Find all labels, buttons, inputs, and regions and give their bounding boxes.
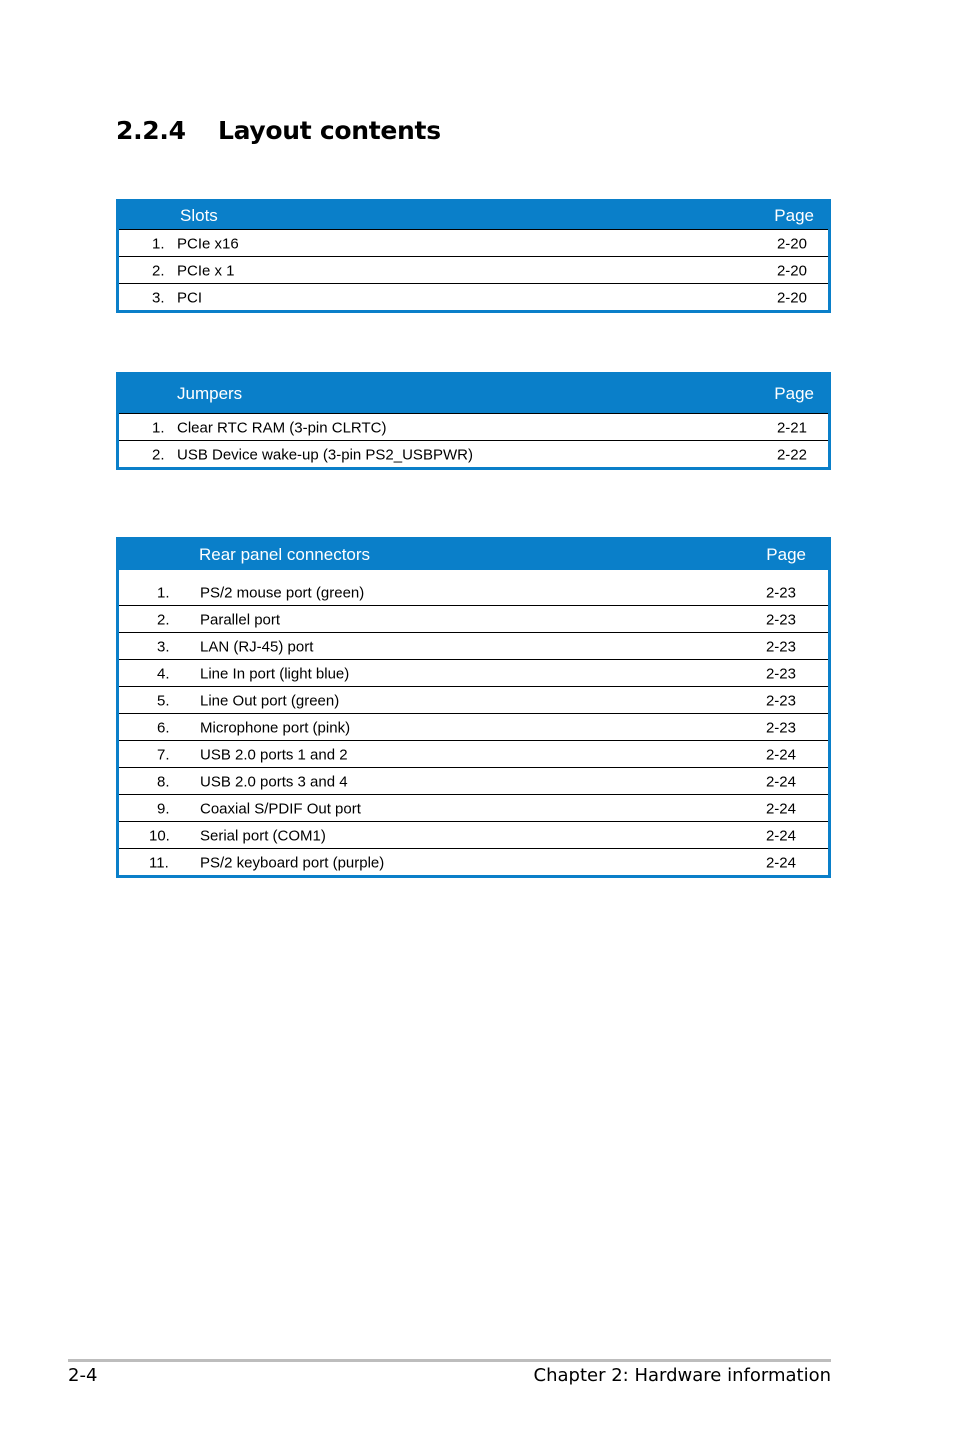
table-row (119, 740, 828, 767)
table-row (119, 229, 828, 256)
row-page: 2-24 (765, 827, 796, 845)
table-header (119, 375, 828, 413)
table-row (119, 579, 828, 605)
row-number: 8. (157, 773, 170, 791)
row-number: 3. (152, 289, 165, 307)
table-header-title: Rear panel connectors (199, 545, 371, 564)
row-page: 2-24 (765, 800, 796, 818)
row-page: 2-23 (765, 584, 796, 602)
row-text: PS/2 mouse port (green) (200, 584, 365, 602)
row-page: 2-23 (765, 638, 796, 656)
row-text: PS/2 keyboard port (purple) (200, 854, 385, 872)
table-header-title: Jumpers (177, 384, 243, 403)
footer-divider (68, 1359, 831, 1362)
table-row (119, 848, 828, 875)
table-row (119, 767, 828, 794)
section-title: Layout contents (218, 116, 441, 145)
table-row (119, 794, 828, 821)
row-page: 2-24 (765, 854, 796, 872)
row-page: 2-23 (765, 611, 796, 629)
table-row (119, 686, 828, 713)
row-number: 4. (157, 665, 170, 683)
row-number: 5. (157, 692, 170, 710)
row-page: 2-20 (776, 289, 807, 307)
row-page: 2-23 (765, 692, 796, 710)
row-number: 3. (157, 638, 170, 656)
row-page: 2-22 (776, 446, 807, 464)
row-number: 2. (157, 611, 170, 629)
rear-panel-table (116, 537, 831, 878)
row-page: 2-20 (776, 262, 807, 280)
row-page: 2-21 (776, 419, 807, 437)
row-text: PCIe x 1 (177, 262, 235, 280)
row-text: USB 2.0 ports 3 and 4 (200, 773, 348, 791)
row-text: LAN (RJ-45) port (200, 638, 314, 656)
row-text: Line In port (light blue) (200, 665, 350, 683)
row-number: 10. (149, 827, 170, 845)
table-header (119, 540, 828, 570)
row-number: 7. (157, 746, 170, 764)
table-header-title: Slots (180, 205, 218, 225)
row-text: USB Device wake-up (3-pin PS2_USBPWR) (177, 446, 473, 464)
row-page: 2-23 (765, 665, 796, 683)
table-row (119, 605, 828, 632)
slots-table (116, 199, 831, 313)
row-number: 2. (152, 446, 165, 464)
header-gap (119, 570, 828, 579)
row-text: Serial port (COM1) (200, 827, 326, 845)
row-number: 1. (157, 584, 170, 602)
row-page: 2-24 (765, 773, 796, 791)
section-heading (116, 116, 441, 145)
section-number: 2.2.4 (116, 116, 186, 145)
table-row (119, 713, 828, 740)
footer-chapter-title: Chapter 2: Hardware information (533, 1365, 831, 1386)
table-header-page: Page (774, 205, 814, 225)
row-page: 2-24 (765, 746, 796, 764)
jumpers-table (116, 372, 831, 470)
row-text: Parallel port (200, 611, 281, 629)
table-header-page: Page (774, 384, 814, 403)
table-row (119, 440, 828, 467)
row-text: USB 2.0 ports 1 and 2 (200, 746, 348, 764)
row-number: 1. (152, 235, 165, 253)
row-number: 9. (157, 800, 170, 818)
row-text: PCI (177, 289, 203, 307)
row-number: 2. (152, 262, 165, 280)
table-header-page: Page (766, 545, 806, 564)
row-number: 11. (149, 854, 169, 872)
table-row (119, 256, 828, 283)
row-text: PCIe x16 (177, 235, 239, 253)
row-number: 6. (157, 719, 170, 737)
row-page: 2-23 (765, 719, 796, 737)
table-row (119, 413, 828, 440)
row-number: 1. (152, 419, 165, 437)
row-text: Line Out port (green) (200, 692, 340, 710)
row-text: Clear RTC RAM (3-pin CLRTC) (177, 419, 387, 437)
row-text: Microphone port (pink) (200, 719, 351, 737)
footer-page-number: 2-4 (68, 1365, 98, 1386)
row-text: Coaxial S/PDIF Out port (200, 800, 361, 818)
table-header (119, 202, 828, 229)
table-row (119, 659, 828, 686)
table-row (119, 821, 828, 848)
table-row (119, 632, 828, 659)
table-row (119, 283, 828, 310)
row-page: 2-20 (776, 235, 807, 253)
